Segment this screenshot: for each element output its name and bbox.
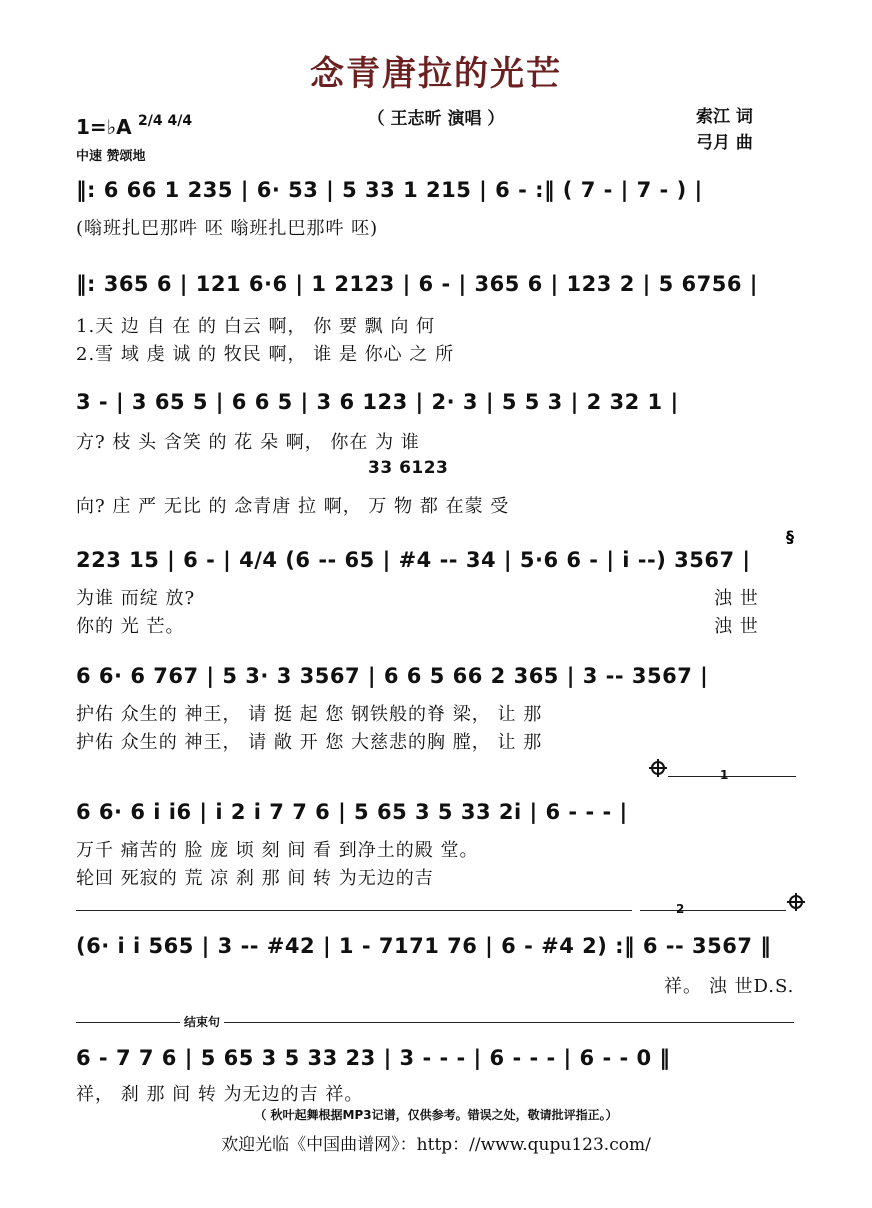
row-3-notes: 3 - | 3 65 5 | 6 6 5 | 3 6 123 | 2· 3 | 5 5 3 | 2 32 1 |: [76, 390, 679, 414]
row-5-lyric-2: 护佑 众生的 神王， 请 敞 开 您 大慈悲的胸 膛， 让 那: [76, 732, 543, 753]
row-8-notes: 6 - 7 7 6 | 5 65 3 5 33 23 | 3 - - - | 6 - - - | 6 - - 0 ‖: [76, 1046, 671, 1070]
volta-1-line: [668, 776, 796, 777]
tempo-marking: 中速 赞颂地: [76, 149, 146, 164]
row-3-lyric-2: 向? 庄 严 无比 的 念青唐 拉 啊， 万 物 都 在蒙 受: [76, 496, 510, 517]
volta-1-label: 1: [720, 768, 729, 782]
lyricist: 索江 词: [696, 107, 753, 127]
row-1-lyric: (嗡班扎巴那吽 呸 嗡班扎巴那吽 呸): [76, 218, 379, 239]
row-1-notes: ‖: 6 66 1 235 | 6· 53 | 5 33 1 215 | 6 - :‖ ( 7 - | 7 - ) |: [76, 178, 703, 202]
row-3-lyric-1: 方? 枝 头 含笑 的 花 朵 啊， 你在 为 谁: [76, 432, 420, 453]
coda-icon-1: [648, 758, 668, 778]
footer-note: （ 秋叶起舞根据MP3记谱，仅供参考。错误之处，敬请批评指正。）: [254, 1108, 618, 1122]
footer-site: 欢迎光临《中国曲谱网》：http：//www.qupu123.com/: [221, 1135, 651, 1155]
row-3-alt-notes: 33 6123: [368, 458, 449, 478]
row-8-lyric: 祥， 刹 那 间 转 为无边的吉 祥。: [76, 1084, 364, 1105]
row-7-lyric: 祥。 浊 世D.S.: [664, 976, 795, 997]
row-7-notes: (6· i i 565 | 3 -- #42 | 1 - 7171 76 | 6 - #4 2) :‖ 6 -- 3567 ‖: [76, 934, 772, 958]
row-4-lyric-2: 你的 光 芒。: [76, 616, 185, 637]
row-4-notes: 223 15 | 6 - | 4/4 (6 -- 65 | #4 -- 34 | 5·6 6 - | i --) 3567 |: [76, 548, 751, 572]
composer: 弓月 曲: [696, 133, 753, 153]
volta-2-line: [640, 910, 786, 911]
row-2-lyric-2: 2.雪 域 虔 诚 的 牧民 啊， 谁 是 你心 之 所: [76, 344, 455, 365]
row-6-notes: 6 6· 6 i i6 | i 2 i 7 7 6 | 5 65 3 5 33 2i | 6 - - - |: [76, 800, 628, 824]
row-2-notes: ‖: 365 6 | 121 6·6 | 1 2123 | 6 - | 365 6 | 123 2 | 5 6756 |: [76, 272, 758, 296]
time-signature: 2/4 4/4: [138, 113, 193, 129]
volta-2-label: 2: [676, 902, 685, 916]
segno-icon: [784, 526, 804, 546]
svg-text:§: §: [786, 527, 794, 546]
row-2-lyric-1: 1.天 边 自 在 的 白云 啊， 你 要 飘 向 何: [76, 316, 436, 337]
key-signature: 1=♭A: [76, 115, 132, 139]
row-6-lyric-2: 轮回 死寂的 荒 凉 刹 那 间 转 为无边的吉: [76, 868, 434, 889]
ending-label: 结束句: [180, 1013, 224, 1030]
row-5-notes: 6 6· 6 767 | 5 3· 3 3567 | 6 6 5 66 2 365 | 3 -- 3567 |: [76, 664, 709, 688]
row-4-lyric-end-1: 浊 世: [714, 588, 759, 609]
subtitle: （ 王志昕 演唱 ）: [367, 109, 505, 129]
volta-1-continuation-line: [76, 910, 632, 911]
row-4-lyric-1: 为谁 而绽 放?: [76, 588, 196, 609]
coda-icon-2: [786, 892, 806, 912]
row-4-lyric-end-2: 浊 世: [714, 616, 759, 637]
row-5-lyric-1: 护佑 众生的 神王， 请 挺 起 您 钢铁般的脊 梁， 让 那: [76, 704, 543, 725]
row-6-lyric-1: 万千 痛苦的 脸 庞 顷 刻 间 看 到净土的殿 堂。: [76, 840, 479, 861]
page-title: 念青唐拉的光芒: [310, 54, 562, 94]
